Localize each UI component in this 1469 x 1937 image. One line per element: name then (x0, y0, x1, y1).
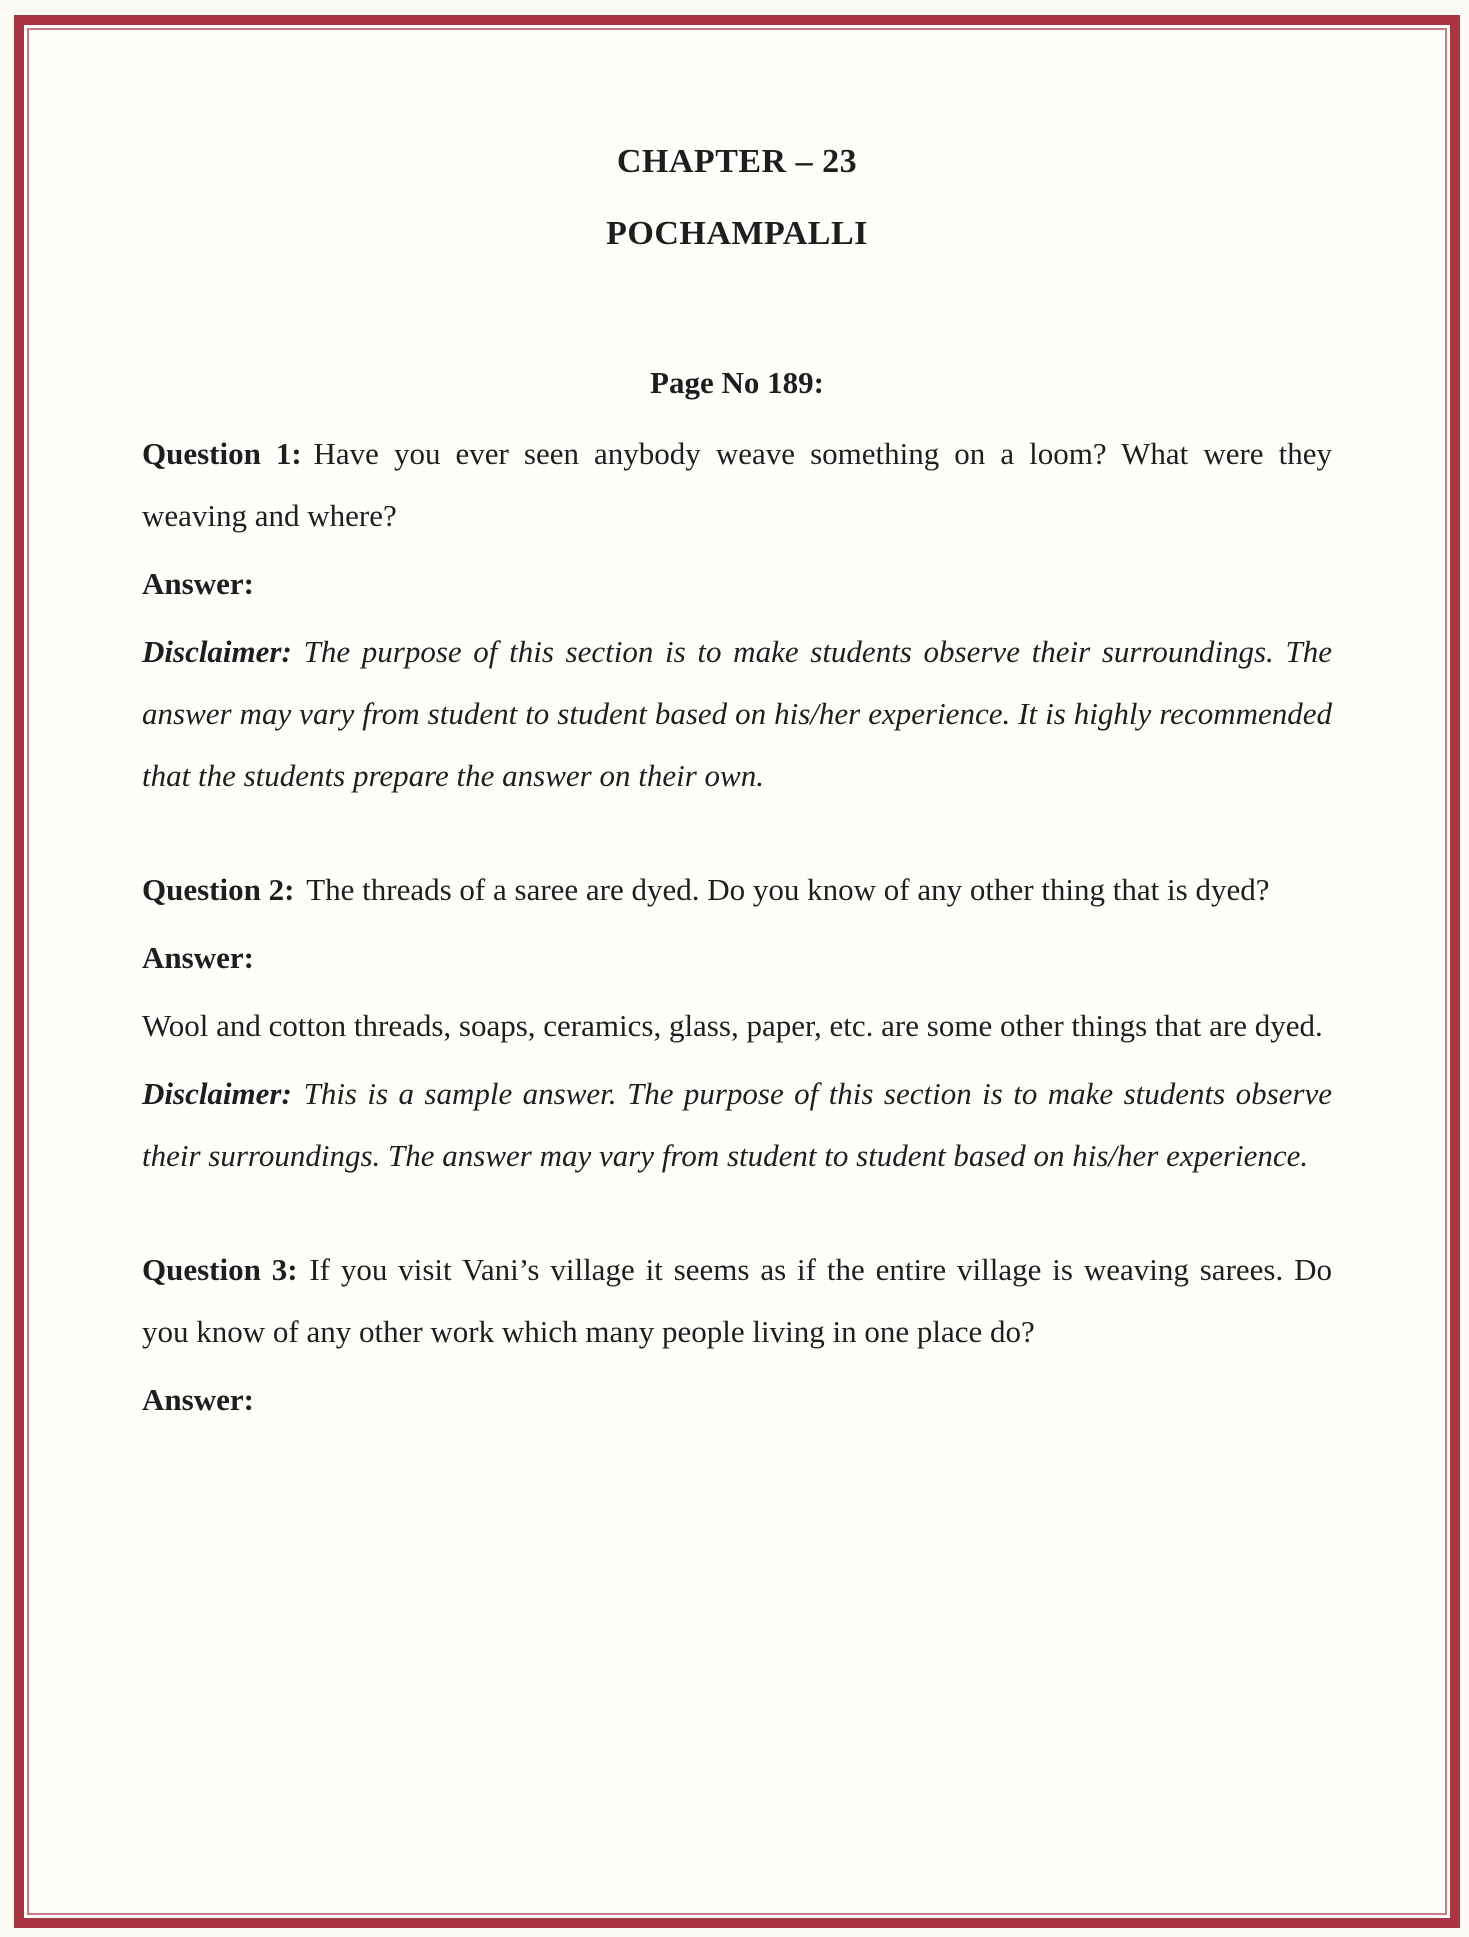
disclaimer-1-label: Disclaimer: (142, 634, 292, 669)
answer-2 (142, 927, 1332, 989)
question-1 (142, 423, 1332, 547)
qa-block-3 (142, 1239, 1332, 1431)
qa-block-1 (142, 423, 1332, 807)
question-3-text: If you visit Vani’s village it seems as if the entire village is weaving sarees. Do you know of any other work which many people living in one place do? (142, 1252, 1332, 1349)
page-border-frame (14, 15, 1460, 1928)
page-number-heading: Page No 189: (650, 365, 824, 400)
qa-block-2 (142, 859, 1332, 1187)
question-3-label: Question 3: (142, 1252, 298, 1287)
document-page (34, 35, 1440, 1908)
question-2-text: The threads of a saree are dyed. Do you know of any other thing that is dyed? (306, 872, 1270, 907)
question-2-label: Question 2: (142, 872, 295, 907)
answer-1 (142, 553, 1332, 615)
answer-1-label: Answer: (142, 566, 254, 601)
question-1-label: Question 1: (142, 436, 302, 471)
question-1-text: Have you ever seen anybody weave something on a loom? What were they weaving and where? (142, 436, 1332, 533)
answer-3-label: Answer: (142, 1382, 254, 1417)
disclaimer-2 (142, 1063, 1332, 1187)
answer-3 (142, 1369, 1332, 1431)
question-3 (142, 1239, 1332, 1363)
disclaimer-2-label: Disclaimer: (142, 1076, 292, 1111)
chapter-name: POCHAMPALLI (606, 215, 868, 252)
chapter-title: CHAPTER – 23 (616, 143, 858, 180)
question-2 (142, 859, 1332, 921)
disclaimer-1-text: The purpose of this section is to make students observe their surroundings. The answer may vary from student to student based on his/her experience. It is highly recommended that the students prepare the answer on their own. (142, 634, 1332, 793)
disclaimer-2-text: This is a sample answer. The purpose of this section is to make students observe their surroundings. The answer may vary from student to student based on his/her experience. (142, 1076, 1332, 1173)
answer-2-label: Answer: (142, 940, 254, 975)
page-border-inner-line (27, 28, 1447, 1915)
disclaimer-1 (142, 621, 1332, 807)
answer-2-text: Wool and cotton threads, soaps, ceramics, glass, paper, etc. are some other things that are dyed. (142, 1008, 1323, 1043)
